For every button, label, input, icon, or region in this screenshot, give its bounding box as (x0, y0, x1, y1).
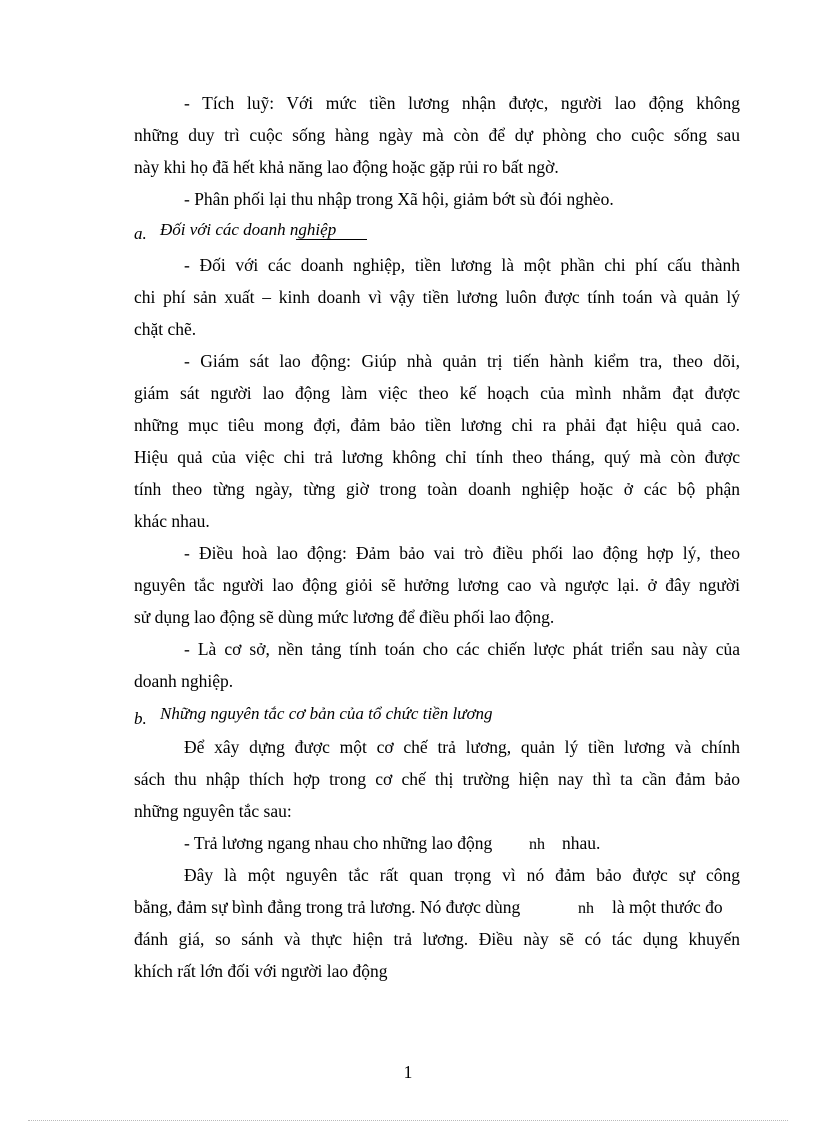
paragraph-line: tính theo từng ngày, từng giờ trong toàn doanh nghiệp hoặc ở các bộ phận (134, 479, 740, 499)
paragraph-line: chi phí sản xuất – kinh doanh vì vậy tiền lương luôn được tính toán và quản lý (134, 287, 740, 307)
paragraph-line: - Phân phối lại thu nhập trong Xã hội, giảm bớt sù đói nghèo. (184, 189, 614, 209)
paragraph-line: nguyên tắc người lao động giỏi sẽ hưởng lương cao và ngược lại. ở đây người (134, 575, 740, 595)
paragraph-line: là một thước đo (612, 897, 723, 917)
paragraph-line: - Đối với các doanh nghiệp, tiền lương là một phần chi phí cấu thành (184, 255, 740, 275)
paragraph-line: nhau. (562, 833, 601, 853)
footer-divider (28, 1120, 788, 1121)
paragraph-line: sách thu nhập thích hợp trong cơ chế thị trường hiện nay thì ta cần đảm bảo (134, 769, 740, 789)
heading-b: Những nguyên tắc cơ bản của tổ chức tiền lương (160, 704, 493, 723)
paragraph-line: những duy trì cuộc sống hàng ngày mà còn để dự phòng cho cuộc sống sau (134, 125, 740, 145)
paragraph-line: đánh giá, so sánh và thực hiện trả lương. Điều này sẽ có tác dụng khuyến (134, 929, 740, 949)
paragraph-line: khác nhau. (134, 511, 210, 531)
paragraph-line: Hiệu quả của việc chi trả lương không chỉ tính theo tháng, quý mà còn được (134, 447, 740, 467)
paragraph-line: những nguyên tắc sau: (134, 801, 292, 821)
heading-a: Đối với các doanh nghiệp (160, 220, 337, 239)
heading-a-label: a. (134, 224, 147, 243)
paragraph-line: chặt chẽ. (134, 319, 197, 339)
paragraph-line: giám sát người lao động làm việc theo kế hoạch của mình nhằm đạt được (134, 383, 740, 403)
paragraph-line: Đây là một nguyên tắc rất quan trọng vì nó đảm bảo được sự công (184, 865, 740, 885)
overline-mark (296, 239, 367, 240)
paragraph-line: này khi họ đã hết khả năng lao động hoặc gặp rủi ro bất ngờ. (134, 157, 559, 177)
fragment-nh: nh (529, 836, 545, 853)
paragraph-line: sử dụng lao động sẽ dùng mức lương để điều phối lao động. (134, 607, 555, 627)
heading-b-label: b. (134, 709, 147, 728)
paragraph-line: - Tích luỹ: Với mức tiền lương nhận được, người lao động không (184, 93, 740, 113)
paragraph-line: doanh nghiệp. (134, 671, 234, 691)
fragment-nh: nh (578, 900, 594, 917)
paragraph-line: khích rất lớn đối với người lao động (134, 961, 388, 981)
paragraph-line: Để xây dựng được một cơ chế trả lương, quản lý tiền lương và chính (184, 737, 740, 757)
paragraph-line: - Giám sát lao động: Giúp nhà quản trị tiến hành kiểm tra, theo dõi, (184, 351, 740, 371)
page-number: 1 (403, 1062, 413, 1082)
paragraph-line: bằng, đảm sự bình đẳng trong trả lương. Nó được dùng (134, 897, 521, 917)
paragraph-line: - Trả lương ngang nhau cho những lao động (184, 833, 493, 853)
paragraph-line: - Điều hoà lao động: Đảm bảo vai trò điều phối lao động hợp lý, theo (184, 543, 740, 563)
paragraph-line: những mục tiêu mong đợi, đảm bảo tiền lương chi ra phải đạt hiệu quả cao. (134, 415, 740, 435)
paragraph-line: - Là cơ sở, nền tảng tính toán cho các chiến lược phát triển sau này của (184, 639, 740, 659)
